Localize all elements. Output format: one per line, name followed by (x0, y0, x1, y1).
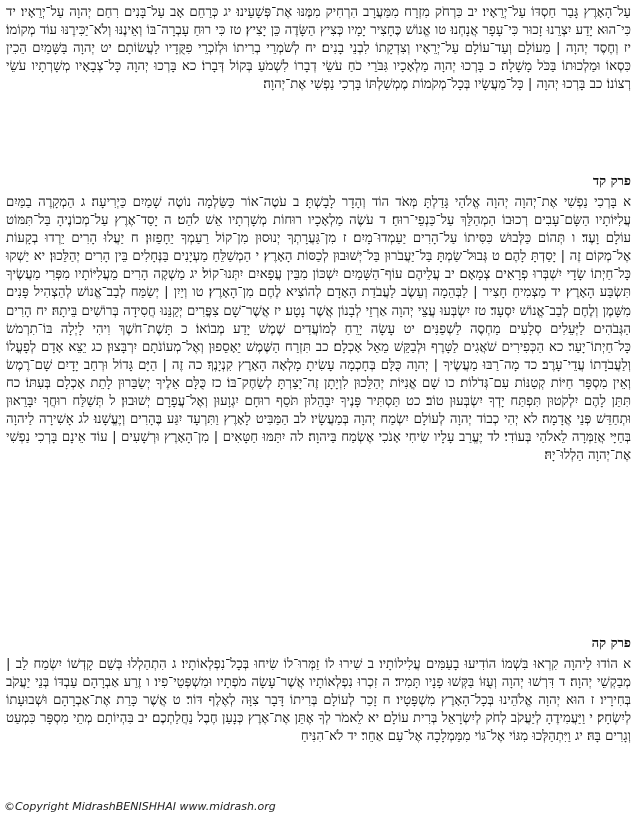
psalm-104-paragraph: א בָּרְכִי נַפְשִׁי אֶת־יְהוָה יְהוָה אֱלֹהַי גָּדַלְתָּ מְּאֹד הוֹד וְהָדָר לָבָשְׁתָּ׃ ב עֹטֶה־אוֹר כַּשַּׂלְמָה נוֹטֶה שָׁמַיִם כַּיְרִיעָה׃ ג הַמְקָרֶה בַמַּיִם עֲלִיּוֹתָיו הַשָּׂם־עָבִים רְכוּבוֹ הַמְהַלֵּךְ עַל־כַּנְפֵי־רוּחַ׃ ד עֹשֶׂה מַלְאָכָיו רוּחוֹת מְשָׁרְתָיו אֵשׁ לֹהֵט׃ ה יָסַד־אֶרֶץ עַל־מְכוֹנֶיהָ בַּל־תִּמּוֹט עוֹלָם וָעֶד׃ ו תְּהוֹם כַּלְּבוּשׁ כִּסִּיתוֹ עַל־הָרִים יַעַמְדוּ־מָיִם׃ ז מִן־גַּעֲרָתְךָ יְנוּסוּן מִן־קוֹל רַעַמְךָ יֵחָפֵזוּן׃ ח יַעֲלוּ הָרִים יֵרְדוּ בְקָעוֹת אֶל־מְקוֹם זֶה | יָסַדְתָּ לָהֶם׃ ט גְּבוּל־שַׂמְתָּ בַּל־יַעֲבֹרוּן בַּל־יְשׁוּבוּן לְכַסּוֹת הָאָרֶץ׃ י הַמְשַׁלֵּחַ מַעְיָנִים בַּנְּחָלִים בֵּין הָרִים יְהַלֵּכוּן׃ יא יַשְׁקוּ כָּל־חַיְתוֹ שָׂדָי יִשְׁבְּרוּ פְרָאִים צְמָאָם׃ יב עֲלֵיהֶם עוֹף־הַשָּׁמַיִם יִשְׁכּוֹן מִבֵּין עֳפָאיִם יִתְּנוּ־קוֹל׃ יג מַשְׁקֶה הָרִים מֵעֲלִיּוֹתָיו מִפְּרִי מַעֲשֶׂיךָ תִּשְׂבַּע הָאָרֶץ׃ יד מַצְמִיחַ חָצִיר | לַבְּהֵמָה וְעֵשֶׂב לַעֲבֹדַת הָאָדָם לְהוֹצִיא לֶחֶם מִן־הָאָרֶץ׃ טו וְיַיִן | יְשַׂמַּח לְבַב־אֱנוֹשׁ לְהַצְהִיל פָּנִים מִשָּׁמֶן וְלֶחֶם לְבַב־אֱנוֹשׁ יִסְעָד׃ טז יִשְׂבְּעוּ עֲצֵי יְהוָה אַרְזֵי לְבָנוֹן אֲשֶׁר נָטָע׃ יז אֲשֶׁר־שָׁם צִפֳּרִים יְקַנֵּנוּ חֲסִידָה בְּרוֹשִׁים בֵּיתָהּ׃ יח הָרִים הַגְּבֹהִים לַיְּעֵלִים סְלָעִים מַחְסֶה לַשְׁפַנִּים׃ יט עָשָׂה יָרֵחַ לְמוֹעֲדִים שֶׁמֶשׁ יָדַע מְבוֹאוֹ׃ כ תָּשֶׁת־חֹשֶׁךְ וִיהִי לָיְלָה בּוֹ־תִרְמֹשׂ כָּל־חַיְתוֹ־יָעַר׃ כא הַכְּפִירִים שֹׁאֲגִים לַטָּרֶף וּלְבַקֵּשׁ מֵאֵל אָכְלָם׃ כב תִּזְרַח הַשֶּׁמֶשׁ יֵאָסֵפוּן וְאֶל־מְעוֹנֹתָם יִרְבָּצוּן׃ כג יֵצֵא אָדָם לְפָעֳלוֹ וְלַעֲבֹדָתוֹ עֲדֵי־עָרֶב׃ כד מָה־רַבּוּ מַעֲשֶׂיךָ | יְהוָה כֻּלָּם בְּחָכְמָה עָשִׂיתָ מָלְאָה הָאָרֶץ קִנְיָנֶךָ׃ כה זֶה | הַיָּם גָּדוֹל וּרְחַב יָדָיִם שָׁם־רֶמֶשׂ וְאֵין מִסְפָּר חַיּוֹת קְטַנּוֹת עִם־גְּדֹלוֹת׃ כו שָׁם אֳנִיּוֹת יְהַלֵּכוּן לִוְיָתָן זֶה־יָצַרְתָּ לְשַׂחֶק־בּוֹ׃ כז כֻּלָּם אֵלֶיךָ יְשַׂבֵּרוּן לָתֵת אָכְלָם בְּעִתּוֹ׃ כח תִּתֵּן לָהֶם יִלְקֹטוּן תִּפְתַּח יָדְךָ יִשְׂבְּעוּן טוֹב׃ כט תַּסְתִּיר פָּנֶיךָ יִבָּהֵלוּן תֹּסֵף רוּחָם יִגְוָעוּן וְאֶל־עֲפָרָם יְשׁוּבוּן׃ ל תְּשַׁלַּח רוּחֲךָ יִבָּרֵאוּן וּתְחַדֵּשׁ פְּנֵי אֲדָמָה׃ לא יְהִי כְבוֹד יְהוָה לְעוֹלָם יִשְׂמַח יְהוָה בְּמַעֲשָׂיו׃ לב הַמַּבִּיט לָאָרֶץ וַתִּרְעָד יִגַּע בֶּהָרִים וְיֶעֱשָׁנוּ׃ לג אָשִׁירָה לַיהוָה בְּחַיָּי אֲזַמְּרָה לֵאלֹהַי בְּעוֹדִי׃ לד יֶעֱרַב עָלָיו שִׂיחִי אָנֹכִי אֶשְׂמַח בַּיהוָה׃ לה יִתַּמּוּ חַטָּאִים | מִן־הָאָרֶץ וּרְשָׁעִים | עוֹד אֵינָם בָּרְכִי נַפְשִׁי אֶת־יְהוָה הַלְלוּ־יָהּ׃ (6, 195, 631, 464)
psalm-105-paragraph: א הוֹדוּ לַיהוָה קִרְאוּ בִּשְׁמוֹ הוֹדִיעוּ בָעַמִּים עֲלִילוֹתָיו׃ ב שִׁירוּ לוֹ זַמְּרוּ־לוֹ שִׂיחוּ בְּכָל־נִפְלְאוֹתָיו׃ ג הִתְהַלְלוּ בְּשֵׁם קָדְשׁוֹ יִשְׂמַח לֵב | מְבַקְשֵׁי יְהוָה׃ ד דִּרְשׁוּ יְהוָה וְעֻזּוֹ בַּקְּשׁוּ פָנָיו תָּמִיד׃ ה זִכְרוּ נִפְלְאוֹתָיו אֲשֶׁר־עָשָׂה מֹפְתָיו וּמִשְׁפְּטֵי־פִיו׃ ו זֶרַע אַבְרָהָם עַבְדּוֹ בְּנֵי יַעֲקֹב בְּחִירָיו׃ ז הוּא יְהוָה אֱלֹהֵינוּ בְּכָל־הָאָרֶץ מִשְׁפָּטָיו׃ ח זָכַר לְעוֹלָם בְּרִיתוֹ דָּבָר צִוָּה לְאֶלֶף דּוֹר׃ ט אֲשֶׁר כָּרַת אֶת־אַבְרָהָם וּשְׁבוּעָתוֹ לְיִשְׂחָק׃ י וַיַּעֲמִידֶהָ לְיַעֲקֹב לְחֹק לְיִשְׂרָאֵל בְּרִית עוֹלָם׃ יא לֵאמֹר לְךָ אֶתֵּן אֶת־אֶרֶץ כְּנָעַן חֶבֶל נַחֲלַתְכֶם׃ יב בִּהְיוֹתָם מְתֵי מִסְפָּר כִּמְעַט וְגָרִים בָּהּ׃ יג וַיִּתְהַלְּכוּ מִגּוֹי אֶל־גּוֹי מִמַּמְלָכָה אֶל־עַם אַחֵר׃ יד לֹא־הִנִּיחַ (6, 657, 631, 745)
document-page (6, 4, 631, 821)
chapter-heading-104: פרק קד (592, 174, 631, 189)
copyright-notice: ©Copyright MidrashBENISHHAI www.midrash.org (4, 800, 276, 813)
psalm-103-ending-paragraph: עַל־הָאָרֶץ גָּבַר חַסְדּוֹ עַל־יְרֵאָיו׃ יב כִּרְחֹק מִזְרָח מִמַּעֲרָב הִרְחִיק מִמֶּנּוּ אֶת־פְּשָׁעֵינוּ׃ יג כְּרַחֵם אָב עַל־בָּנִים רִחַם יְהוָה עַל־יְרֵאָיו׃ יד כִּי־הוּא יָדַע יִצְרֵנוּ זָכוּר כִּי־עָפָר אֲנָחְנוּ׃ טו אֱנוֹשׁ כֶּחָצִיר יָמָיו כְּצִיץ הַשָּׂדֶה כֵּן יָצִיץ׃ טז כִּי רוּחַ עָבְרָה־בּוֹ וְאֵינֶנּוּ וְלֹא־יַכִּירֶנּוּ עוֹד מְקוֹמוֹ׃ יז וְחֶסֶד יְהוָה | מֵעוֹלָם וְעַד־עוֹלָם עַל־יְרֵאָיו וְצִדְקָתוֹ לִבְנֵי בָנִים׃ יח לְשֹׁמְרֵי בְרִיתוֹ וּלְזֹכְרֵי פִקֻּדָיו לַעֲשׂוֹתָם׃ יט יְהוָה בַּשָּׁמַיִם הֵכִין כִּסְאוֹ וּמַלְכוּתוֹ בַּכֹּל מָשָׁלָה׃ כ בָּרְכוּ יְהוָה מַלְאָכָיו גִּבֹּרֵי כֹחַ עֹשֵׂי דְבָרוֹ לִשְׁמֹעַ בְּקוֹל דְּבָרוֹ׃ כא בָּרְכוּ יְהוָה כָּל־צְבָאָיו מְשָׁרְתָיו עֹשֵׂי רְצוֹנוֹ׃ כב בָּרְכוּ יְהוָה | כָּל־מַעֲשָׂיו בְּכָל־מְקֹמוֹת מֶמְשַׁלְתּוֹ בָּרְכִי נַפְשִׁי אֶת־יְהוָה׃ (6, 5, 631, 93)
chapter-heading-105: פרק קה (591, 636, 631, 651)
